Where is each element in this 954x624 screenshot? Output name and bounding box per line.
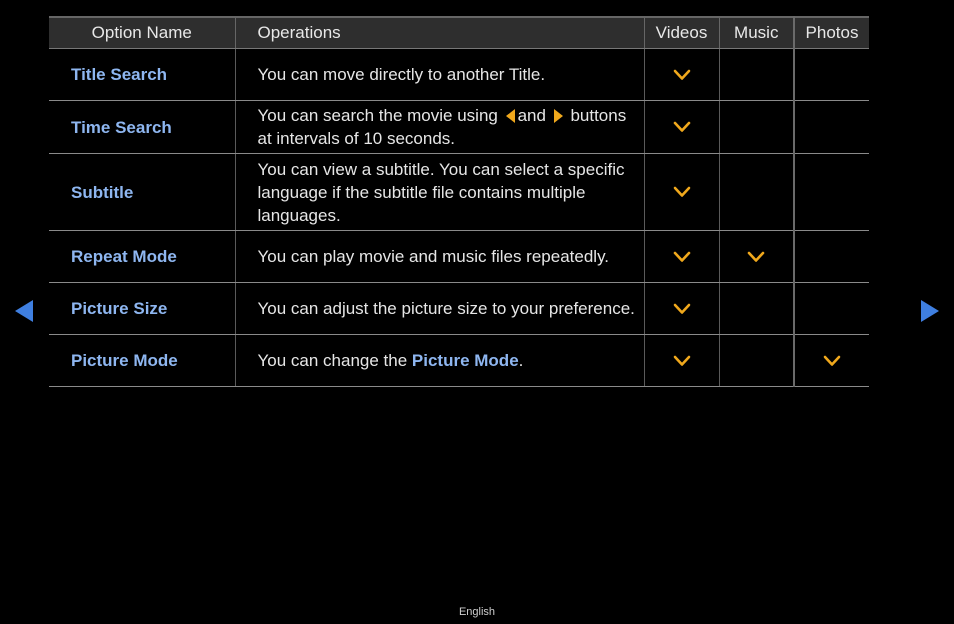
- description-text: buttons at intervals of 10 seconds.: [257, 106, 627, 148]
- music-cell: [719, 335, 794, 387]
- description-text: You can search the movie using: [257, 106, 498, 125]
- check-icon: [645, 355, 719, 367]
- check-icon: [645, 251, 719, 263]
- photos-cell: [794, 231, 869, 283]
- photos-cell: [794, 101, 869, 154]
- option-description: [235, 335, 644, 387]
- table-row: [49, 154, 869, 231]
- description-text: and: [517, 106, 546, 125]
- previous-page-arrow-icon[interactable]: [15, 300, 33, 322]
- music-cell: [719, 101, 794, 154]
- videos-cell: [644, 231, 719, 283]
- footer-language: English: [458, 606, 496, 618]
- description-highlight: Picture Mode: [411, 351, 519, 370]
- description-text: You can change the: [257, 351, 408, 370]
- header-videos: Videos: [644, 17, 719, 49]
- photos-cell: [794, 283, 869, 335]
- videos-cell: [644, 154, 719, 231]
- photos-cell: [794, 335, 869, 387]
- option-description: [235, 101, 644, 154]
- music-cell: [719, 154, 794, 231]
- videos-cell: [644, 335, 719, 387]
- music-cell: [719, 231, 794, 283]
- check-icon: [645, 121, 719, 133]
- table-row: [49, 49, 869, 101]
- option-description: You can view a subtitle. You can select a specific language if the subtitle file contains multiple languages.: [235, 154, 644, 231]
- option-name: Title Search: [49, 49, 235, 101]
- music-cell: [719, 49, 794, 101]
- triangle-right-icon: [554, 109, 563, 123]
- videos-cell: [644, 101, 719, 154]
- header-option-name: Option Name: [49, 17, 235, 49]
- table-row: [49, 335, 869, 387]
- table-header-row: [49, 17, 869, 49]
- option-name: Repeat Mode: [49, 231, 235, 283]
- option-name: Picture Size: [49, 283, 235, 335]
- table-row: [49, 101, 869, 154]
- description-text: .: [518, 351, 524, 370]
- option-description: You can move directly to another Title.: [235, 49, 644, 101]
- option-description: You can adjust the picture size to your preference.: [235, 283, 644, 335]
- header-photos: Photos: [794, 17, 869, 49]
- option-name: Picture Mode: [49, 335, 235, 387]
- music-cell: [719, 283, 794, 335]
- check-icon: [645, 303, 719, 315]
- videos-cell: [644, 283, 719, 335]
- check-icon: [795, 355, 869, 367]
- check-icon: [720, 251, 794, 263]
- option-name: Time Search: [49, 101, 235, 154]
- videos-cell: [644, 49, 719, 101]
- triangle-left-icon: [506, 109, 515, 123]
- header-operations: Operations: [235, 17, 644, 49]
- options-table: [49, 16, 869, 387]
- photos-cell: [794, 154, 869, 231]
- option-name: Subtitle: [49, 154, 235, 231]
- check-icon: [645, 186, 719, 198]
- option-description: You can play movie and music files repeatedly.: [235, 231, 644, 283]
- check-icon: [645, 69, 719, 81]
- photos-cell: [794, 49, 869, 101]
- next-page-arrow-icon[interactable]: [921, 300, 939, 322]
- table-row: [49, 231, 869, 283]
- header-music: Music: [719, 17, 794, 49]
- table-row: [49, 283, 869, 335]
